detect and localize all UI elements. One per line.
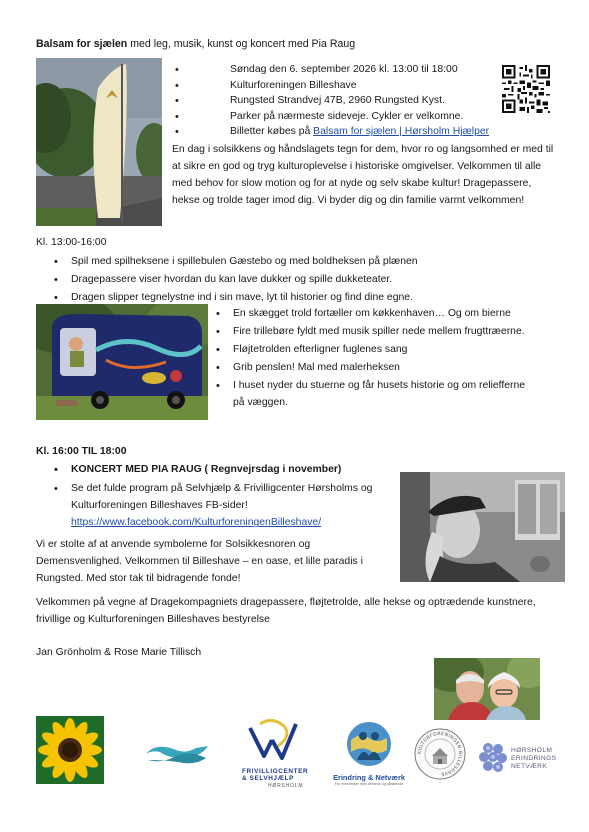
frivillig-line3: HØRSHOLM [268, 782, 304, 789]
event-tickets [230, 124, 530, 140]
globe-people-icon [343, 720, 395, 768]
sunflower-logo [36, 716, 104, 784]
event-date: • Søndag den 6. september 2026 kl. 13:00 til 18:00 [230, 62, 530, 78]
symbols-paragraph: Vi er stolte af at anvende symbolerne for Solsikkesnoren og Demensvenlighed. Velkommen til Billeshave – en oase, et lille paradis i Rungsted. Med stor tak til bidragende fonde! [36, 539, 363, 584]
title-rest: med leg, musik, kunst og koncert med Pia Raug [127, 38, 356, 50]
erindring-netvaerk-logo [330, 720, 408, 792]
qr-code[interactable] [502, 65, 550, 113]
caravan-photo [36, 304, 208, 420]
signature: Jan Grönholm & Rose Marie Tillisch [36, 647, 202, 658]
billeshave-ring-text: KULTURFORENINGEN BILLESHAVE [417, 731, 463, 777]
afternoon-side-item: • I huset nyder du stuerne og får husets historie og om reliefferne på væggen. [233, 377, 533, 413]
horsholm-erindrings-logo [478, 738, 570, 780]
afternoon-heading: Kl. 13:00-16:00 [36, 237, 107, 248]
evening-list [71, 461, 391, 532]
event-address: • Rungsted Strandvej 47B, 2960 Rungsted Kyst. [230, 93, 530, 109]
handshake-logo [142, 738, 212, 768]
concert-item: • KONCERT MED PIA RAUG ( Regnvejrsdag i november) [71, 461, 391, 478]
afternoon-side-item: • Fløjtetrolden efterligner fuglenes sang [233, 341, 533, 359]
hydrangea-icon [478, 740, 508, 778]
event-parking: • Parker på nærmeste sideveje. Cykler er velkomne. [230, 109, 530, 125]
event-venue: • Kulturforeningen Billeshave [230, 78, 530, 94]
couple-photo [434, 658, 540, 720]
intro-paragraph: En dag i solsikkens og håndslagets tegn for dem, hvor ro og langsomhed er med til at sikre en god og tryg kulturoplevelse i historiske omgivelser. Velkommen til alle med behov for slow motion og for at nyde og selv skabe kultur! Dragepassere, hekse og trolde tager imod dig. Vi byder dig og din familie varmt velkommen! [172, 144, 554, 206]
horsholm-line2: ERINDRINGS [511, 754, 557, 762]
pia-raug-photo [400, 472, 565, 582]
afternoon-side-item: • Grib penslen! Mal med malerheksen [233, 359, 533, 377]
title-bold: Balsam for sjælen [36, 38, 128, 50]
program-text: Se det fulde program på Selvhjælp & Frivilligcenter Hørsholms og Kulturforeningen Billeshaves FB-sider! [71, 483, 373, 512]
closing-paragraph: Velkommen på vegne af Dragekompagniets dragepassere, fløjtetrolde, alle hekse og optrædende kunstnere, frivillige og Kulturforeningen Billeshaves bestyrelse [36, 597, 536, 625]
facebook-link[interactable]: https://www.facebook.com/KulturforeningenBilleshave/ [71, 517, 322, 529]
horsholm-line3: NETVÆRK [511, 763, 548, 771]
afternoon-list [71, 253, 561, 307]
tickets-link[interactable]: Balsam for sjælen | Hørsholm Hjælper [313, 126, 490, 138]
event-info-list [230, 62, 530, 140]
heart-hands-icon [242, 718, 302, 762]
billeshave-logo [414, 728, 466, 780]
handshake-icon [142, 738, 212, 768]
frivilligcenter-logo [242, 718, 322, 792]
afternoon-side-list [233, 305, 533, 412]
sunflower-icon [36, 716, 104, 784]
erindring-sub: For mennesker med demens og pårørende [334, 781, 404, 786]
program-item [71, 480, 391, 531]
erindring-name: Erindring & Netværk [333, 772, 405, 782]
page-title [36, 37, 556, 53]
evening-heading: Kl. 16:00 TIL 18:00 [36, 446, 127, 457]
frivillig-line1: FRIVILLIGCENTER [242, 767, 309, 775]
tickets-prefix: Billetter købes på [230, 126, 314, 138]
afternoon-item: • Dragepassere viser hvordan du kan lave dukker og spille dukketeater. [71, 271, 561, 289]
afternoon-side-item: • En skægget trold fortæller om køkkenhaven… Og om bierne [233, 305, 533, 323]
afternoon-side-item: • Fire trillebøre fyldt med musik spiller nede mellem frugttræerne. [233, 323, 533, 341]
frivillig-line2: & SELVHJÆLP [242, 775, 294, 783]
banner-photo [36, 58, 162, 226]
afternoon-item: • Spil med spilheksene i spillebulen Gæstebo og med boldheksen på plænen [71, 253, 561, 271]
afternoon-item: • Dragen slipper tegnelystne ind i sin mave, lyt til historier og find dine egne. [71, 289, 561, 307]
horsholm-line1: HØRSHOLM [511, 746, 553, 754]
